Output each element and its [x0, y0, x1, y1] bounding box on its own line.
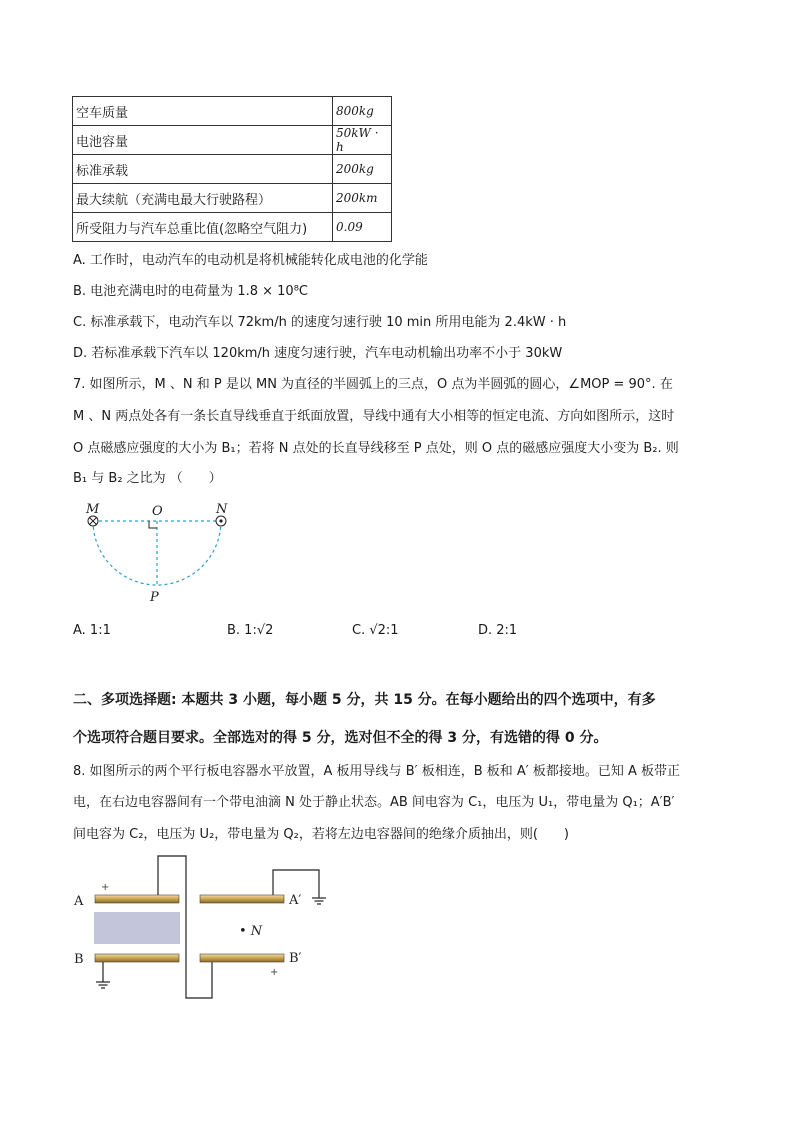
spec-value: 50kW · h — [333, 126, 392, 155]
spec-table-row — [73, 97, 392, 126]
spec-label: 所受阻力与汽车总重比值(忽略空气阻力) — [73, 213, 333, 242]
spec-label: 空车质量 — [73, 97, 333, 126]
label-n: N — [216, 502, 228, 517]
spec-table — [72, 96, 392, 242]
plus-sign-a: + — [101, 882, 110, 893]
q8-capacitor-figure — [70, 850, 340, 1005]
q6-option-d: D. 若标准承载下汽车以 120km/h 速度匀速行驶，汽车电动机输出功率不小于 30kW — [73, 346, 563, 361]
dielectric-slab — [94, 912, 180, 944]
plate-a — [95, 895, 179, 903]
plate-a-prime — [200, 895, 284, 903]
spec-table-row — [73, 213, 392, 242]
q7-semicircle-figure — [80, 498, 240, 606]
q7-stem-line4: B₁ 与 B₂ 之比为 （ ） — [73, 471, 222, 486]
label-b: B — [74, 952, 84, 967]
label-p: P — [150, 590, 159, 605]
q6-option-a: A. 工作时，电动汽车的电动机是将机械能转化成电池的化学能 — [73, 253, 428, 268]
spec-label: 标准承载 — [73, 155, 333, 184]
label-m: M — [86, 502, 100, 517]
q7-stem-line2: M 、N 两点处各有一条长直导线垂直于纸面放置，导线中通有大小相等的恒定电流、方向如图所示，这时 — [73, 409, 675, 424]
label-a-prime: A′ — [289, 893, 302, 908]
right-angle-mark — [149, 521, 157, 528]
q7-option-a: A. 1:1 — [73, 623, 111, 638]
spec-value: 200kg — [333, 155, 392, 184]
spec-value: 200km — [333, 184, 392, 213]
plus-sign-b-prime: + — [270, 967, 279, 978]
section2-heading-line2: 个选项符合题目要求。全部选对的得 5 分，选对但不全的得 3 分，有选错的得 0 分。 — [73, 730, 608, 746]
q7-stem-line1: 7. 如图所示，M 、N 和 P 是以 MN 为直径的半圆弧上的三点，O 点为半圆弧的圆心，∠MOP = 90°. 在 — [73, 377, 673, 392]
plate-b — [95, 954, 179, 962]
q8-stem-line1: 8. 如图所示的两个平行板电容器水平放置，A 板用导线与 B′ 板相连，B 板和 A′ 板都接地。已知 A 板带正 — [73, 764, 681, 779]
q7-option-d: D. 2:1 — [478, 623, 518, 638]
current-into-page-icon — [88, 516, 98, 526]
section2-heading-line1: 二、多项选择题: 本题共 3 小题，每小题 5 分，共 15 分。在每小题给出的四个选项中，有多 — [73, 692, 656, 708]
oil-drop-n: • N — [239, 924, 263, 939]
spec-table-row — [73, 155, 392, 184]
spec-table-row — [73, 126, 392, 155]
label-b-prime: B′ — [289, 951, 302, 966]
q8-stem-line2: 电，在右边电容器间有一个带电油滴 N 处于静止状态。AB 间电容为 C₁，电压为 U₁，带电量为 Q₁；A′B′ — [73, 795, 675, 810]
spec-table-body — [73, 97, 392, 242]
current-out-of-page-icon — [216, 516, 226, 526]
q6-option-b: B. 电池充满电时的电荷量为 1.8 × 10⁸C — [73, 284, 308, 299]
plate-b-prime — [200, 954, 284, 962]
q7-option-b: B. 1:√2 — [227, 623, 274, 638]
label-o: O — [152, 504, 163, 519]
q7-stem-line3: O 点磁感应强度的大小为 B₁；若将 N 点处的长直导线移至 P 点处，则 O 点的磁感应强度大小变为 B₂. 则 — [73, 441, 679, 456]
spec-label: 最大续航（充满电最大行驶路程） — [73, 184, 333, 213]
spec-value: 800kg — [333, 97, 392, 126]
q8-stem-line3: 间电容为 C₂，电压为 U₂，带电量为 Q₂，若将左边电容器间的绝缘介质抽出，则( ) — [73, 827, 570, 842]
spec-value: 0.09 — [333, 213, 392, 242]
spec-table-row — [73, 184, 392, 213]
ground-b-icon — [96, 962, 110, 988]
spec-label: 电池容量 — [73, 126, 333, 155]
q7-option-c: C. √2:1 — [352, 623, 399, 638]
q6-option-c: C. 标准承载下，电动汽车以 72km/h 的速度匀速行驶 10 min 所用电能为 2.4kW · h — [73, 315, 567, 330]
label-a: A — [74, 894, 84, 909]
